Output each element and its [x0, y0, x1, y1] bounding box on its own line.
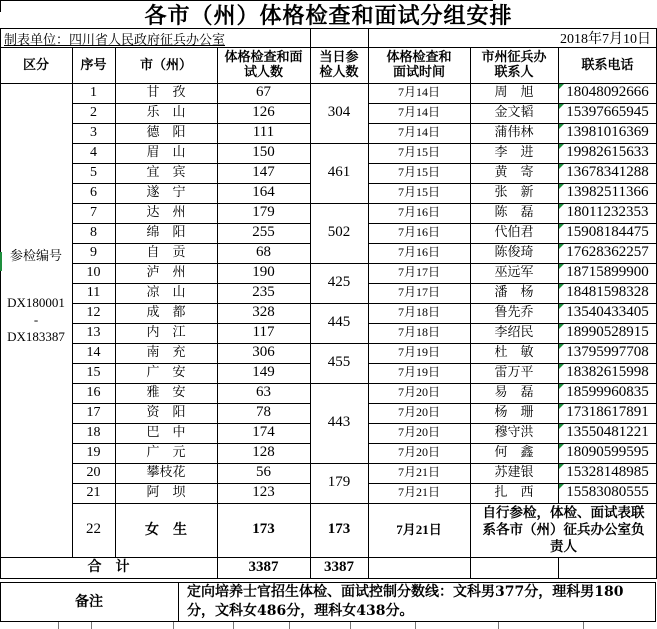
row-contact-cell: 巫远军	[494, 264, 534, 280]
row-date-cell: 7月17日	[397, 285, 440, 300]
row-count-cell: 149	[252, 364, 275, 381]
row-phone-cell: 18011232353	[566, 204, 649, 221]
grid-line	[310, 143, 368, 144]
grid-tick	[498, 622, 499, 629]
row-contact-cell: 鲁先乔	[494, 304, 534, 320]
row-city-cell: 广 安	[146, 364, 186, 380]
row-date-cell: 7月14日	[397, 105, 440, 120]
grid-line	[558, 557, 559, 578]
grid-line	[368, 383, 657, 384]
row-phone-cell: 18715899900	[566, 264, 649, 281]
row-phone-cell: 13982511366	[566, 184, 649, 201]
green-flag-icon	[559, 344, 564, 349]
row-no-cell: 1	[90, 84, 97, 100]
exam-id-end: DX183387	[7, 329, 65, 344]
grid-line	[72, 183, 310, 184]
grid-tick	[415, 622, 416, 629]
row-phone-cell: 18599960835	[566, 384, 649, 401]
remark-label-cell: 备注	[75, 593, 103, 610]
row-date-cell: 7月20日	[397, 425, 440, 440]
row-city-cell: 达 州	[146, 204, 186, 220]
grid-tick	[350, 622, 351, 629]
row-phone-cell: 18990528915	[566, 324, 649, 341]
grid-tick	[58, 622, 59, 629]
grid-line	[368, 28, 369, 578]
grid-line	[368, 303, 657, 304]
row-no-cell: 15	[86, 364, 101, 380]
row-phone-cell: 17628362257	[566, 244, 649, 261]
green-flag-icon	[559, 144, 564, 149]
grid-line	[0, 28, 1, 578]
row-date-cell: 7月18日	[397, 305, 440, 320]
row-phone-cell: 15397665945	[566, 104, 649, 121]
prepared-by-label: 制表单位：四川省人民政府征兵办公室	[4, 32, 226, 48]
top-left-tick	[0, 0, 1, 12]
grid-line	[368, 423, 657, 424]
row-phone-cell: 18481598328	[566, 284, 649, 301]
grid-line	[72, 363, 310, 364]
row-city-cell: 遂 宁	[146, 184, 186, 200]
green-flag-icon	[559, 424, 564, 429]
row-contact-cell: 蒲伟林	[494, 124, 534, 140]
row-no-cell: 12	[86, 304, 101, 320]
row-city-cell: 自 贡	[146, 244, 186, 260]
row-contact-cell: 陈俊琦	[494, 244, 534, 260]
row-phone-cell: 13981016369	[566, 124, 649, 141]
row22-day-count-cell: 173	[327, 521, 351, 538]
grid-line	[115, 47, 116, 557]
grid-line	[368, 443, 657, 444]
row-phone-cell: 15908184475	[566, 224, 649, 241]
total-count-cell: 3387	[248, 558, 279, 575]
row-count-cell: 126	[252, 104, 275, 121]
row-no-cell: 20	[86, 464, 101, 480]
row-date-cell: 7月19日	[397, 365, 440, 380]
row-count-cell: 123	[252, 484, 275, 501]
row-count-cell: 147	[252, 164, 275, 181]
row-date-cell: 7月20日	[397, 445, 440, 460]
row-city-cell: 甘 孜	[146, 84, 186, 100]
grid-line	[72, 283, 310, 284]
row-count-cell: 179	[252, 204, 275, 221]
exam-id-dash: -	[33, 312, 39, 327]
row-phone-cell: 17318617891	[566, 404, 649, 421]
grid-line	[72, 483, 310, 484]
grid-line	[470, 47, 471, 578]
row-contact-cell: 李 进	[494, 144, 534, 160]
col-header-city: 市（州）	[139, 56, 192, 72]
row-date-cell: 7月18日	[397, 325, 440, 340]
row-no-cell: 6	[90, 184, 97, 200]
green-flag-icon	[559, 204, 564, 209]
row-phone-cell: 13678341288	[566, 164, 649, 181]
row-date-cell: 7月15日	[397, 185, 440, 200]
row-count-cell: 67	[256, 84, 271, 101]
col-header-day-count: 当日参检人数	[319, 49, 359, 79]
row-contact-cell: 杨 珊	[494, 404, 534, 420]
row-date-cell: 7月15日	[397, 165, 440, 180]
row-contact-cell: 代伯君	[494, 224, 534, 240]
row-count-cell: 117	[252, 324, 275, 341]
row-city-cell: 宜 宾	[146, 164, 186, 180]
row-contact-cell: 陈 磊	[494, 204, 534, 220]
row-count-cell: 128	[252, 444, 275, 461]
total-label-cell: 合 计	[87, 559, 130, 576]
grid-line	[310, 383, 368, 384]
row-no-cell: 18	[86, 424, 101, 440]
grid-line	[368, 403, 657, 404]
row-phone-cell: 19982615633	[566, 144, 649, 161]
grid-line	[72, 203, 310, 204]
day-group-count-cell: 445	[327, 314, 351, 331]
row-city-cell: 阿 坝	[146, 484, 186, 500]
row-no-cell: 10	[86, 264, 101, 280]
grid-line	[368, 483, 657, 484]
green-flag-icon	[559, 224, 564, 229]
green-flag-icon	[559, 184, 564, 189]
green-flag-icon	[559, 84, 564, 89]
row-date-cell: 7月16日	[397, 205, 440, 220]
row-contact-cell: 苏建银	[494, 464, 534, 480]
col-header-category: 区分	[22, 56, 49, 72]
row-count-cell: 56	[256, 464, 271, 481]
row22-count-cell: 173	[252, 521, 275, 538]
row-date-cell: 7月19日	[397, 345, 440, 360]
green-flag-icon	[559, 284, 564, 289]
row-contact-cell: 张 新	[494, 184, 534, 200]
exam-id-start: DX180001	[7, 295, 65, 310]
row-contact-cell: 周 旭	[494, 84, 534, 100]
grid-line	[310, 463, 368, 464]
grid-tick	[233, 622, 234, 629]
grid-line	[217, 47, 218, 578]
row-city-cell: 眉 山	[146, 144, 186, 160]
row-no-cell: 2	[90, 104, 97, 120]
grid-line	[368, 163, 657, 164]
green-flag-icon	[559, 444, 564, 449]
day-group-count-cell: 425	[327, 274, 351, 291]
row-phone-cell: 13540433405	[566, 304, 649, 321]
row-phone-cell: 18048092666	[566, 84, 649, 101]
grid-line	[558, 47, 559, 503]
col-header-exam-count: 体格检查和面试人数	[224, 49, 303, 79]
row-city-cell: 乐 山	[146, 104, 186, 120]
row-city-cell: 雅 安	[146, 384, 186, 400]
col-header-serial: 序号	[80, 56, 107, 72]
remark-text-cell: 定向培养士官招生体检、面试控制分数线：文科男377分，理科男180分，文科女486分，理科女438分。	[187, 584, 624, 619]
grid-line	[310, 343, 368, 344]
row-contact-cell: 何 鑫	[494, 444, 534, 460]
green-flag-icon	[559, 124, 564, 129]
row-date-cell: 7月21日	[397, 465, 440, 480]
row-no-cell: 13	[86, 324, 101, 340]
exam-id-caption: 参检编号	[9, 249, 62, 264]
row-contact-cell: 扎 西	[494, 484, 534, 500]
grid-line	[72, 443, 310, 444]
grid-line	[72, 163, 310, 164]
grid-line	[0, 28, 657, 29]
row-city-cell: 泸 州	[146, 264, 186, 280]
col-header-phone: 联系电话	[581, 56, 634, 72]
day-group-count-cell: 455	[327, 354, 351, 371]
grid-line	[368, 183, 657, 184]
green-flag-icon	[559, 484, 564, 489]
row-city-cell: 广 元	[146, 444, 186, 460]
row-no-cell: 19	[86, 444, 101, 460]
row-date-cell: 7月16日	[397, 245, 440, 260]
day-group-count-cell: 443	[327, 414, 351, 431]
top-rule	[0, 0, 493, 1]
row22-date-cell: 7月21日	[396, 521, 442, 537]
grid-line	[310, 203, 368, 204]
row22-city-cell: 女 生	[145, 521, 187, 538]
grid-line	[368, 463, 657, 464]
row-no-cell: 7	[90, 204, 97, 220]
row-date-cell: 7月15日	[397, 145, 440, 160]
grid-line	[72, 383, 310, 384]
row-count-cell: 174	[252, 424, 275, 441]
row-no-cell: 8	[90, 224, 97, 240]
row-count-cell: 111	[252, 124, 275, 141]
row-contact-cell: 金文韬	[494, 104, 534, 120]
report-date: 2018年7月10日	[560, 31, 651, 47]
green-flag-icon	[559, 104, 564, 109]
col-header-contact: 市州征兵办联系人	[481, 49, 547, 79]
exam-id-range-cell	[1, 248, 71, 345]
row-count-cell: 255	[252, 224, 275, 241]
row-phone-cell: 18382615998	[566, 364, 649, 381]
grid-line	[368, 283, 657, 284]
row-count-cell: 68	[256, 244, 271, 261]
green-marker	[0, 252, 2, 271]
row-contact-cell: 易 磊	[494, 384, 534, 400]
row-count-cell: 78	[256, 404, 271, 421]
row-city-cell: 资 阳	[146, 404, 186, 420]
grid-line	[368, 363, 657, 364]
grid-line	[72, 143, 310, 144]
row-phone-cell: 15583080555	[566, 484, 649, 501]
row-no-cell: 16	[86, 384, 101, 400]
grid-line	[368, 243, 657, 244]
grid-line	[72, 303, 310, 304]
row-no-cell: 17	[86, 404, 101, 420]
row22-note-cell: 自行参检，体检、面试表联系各市（州）征兵办公室负责人	[482, 504, 645, 555]
grid-line	[310, 28, 311, 578]
row-no-cell: 5	[90, 164, 97, 180]
row-count-cell: 63	[256, 384, 271, 401]
green-flag-icon	[559, 164, 564, 169]
grid-line	[368, 223, 657, 224]
green-flag-icon	[559, 464, 564, 469]
day-group-count-cell: 502	[327, 224, 351, 241]
row-date-cell: 7月20日	[397, 405, 440, 420]
grid-line	[72, 243, 310, 244]
green-flag-icon	[559, 404, 564, 409]
row-no-cell: 4	[90, 144, 97, 160]
row-contact-cell: 穆守洪	[494, 424, 534, 440]
page-title: 各市（州）体格检查和面试分组安排	[144, 3, 513, 28]
row-count-cell: 150	[252, 144, 275, 161]
row-date-cell: 7月21日	[397, 485, 440, 500]
grid-line	[72, 103, 310, 104]
row-phone-cell: 18090599595	[566, 444, 649, 461]
row-date-cell: 7月16日	[397, 225, 440, 240]
day-group-count-cell: 461	[327, 164, 351, 181]
row-city-cell: 绵 阳	[146, 224, 186, 240]
row-city-cell: 南 充	[146, 344, 186, 360]
row-city-cell: 德 阳	[146, 124, 186, 140]
grid-tick	[91, 622, 92, 629]
row-count-cell: 235	[252, 284, 275, 301]
row-count-cell: 328	[252, 304, 275, 321]
row-date-cell: 7月17日	[397, 265, 440, 280]
row-contact-cell: 杜 敏	[494, 344, 534, 360]
row-phone-cell: 15328148985	[566, 464, 649, 481]
green-flag-icon	[559, 304, 564, 309]
grid-line	[72, 343, 310, 344]
grid-line	[368, 123, 657, 124]
grid-line	[368, 323, 657, 324]
grid-line	[72, 403, 310, 404]
row-no-cell: 9	[90, 244, 97, 260]
grid-line	[72, 463, 310, 464]
green-flag-icon	[559, 384, 564, 389]
green-flag-icon	[559, 244, 564, 249]
green-flag-icon	[559, 264, 564, 269]
row-city-cell: 成 都	[146, 304, 186, 320]
row-city-cell: 巴 中	[146, 424, 186, 440]
row-contact-cell: 雷万平	[494, 364, 534, 380]
row-date-cell: 7月20日	[397, 385, 440, 400]
grid-line	[368, 343, 657, 344]
grid-line	[72, 47, 73, 557]
grid-tick	[173, 622, 174, 629]
row-count-cell: 190	[252, 264, 275, 281]
grid-line	[72, 123, 310, 124]
row-no-cell: 3	[90, 124, 97, 140]
grid-line	[0, 578, 657, 579]
row-contact-cell: 李绍民	[494, 324, 534, 340]
row-count-cell: 306	[252, 344, 275, 361]
grid-line	[368, 263, 657, 264]
row-no-cell: 14	[86, 344, 101, 360]
green-flag-icon	[559, 364, 564, 369]
row-phone-cell: 13795997708	[566, 344, 649, 361]
row-contact-cell: 潘 杨	[494, 284, 534, 300]
row-city-cell: 内 江	[146, 324, 186, 340]
row-phone-cell: 13550481221	[566, 424, 649, 441]
grid-tick	[583, 622, 584, 629]
row-date-cell: 7月14日	[397, 125, 440, 140]
row-date-cell: 7月14日	[397, 85, 440, 100]
grid-line	[368, 203, 657, 204]
grid-line	[368, 103, 657, 104]
grid-line	[72, 223, 310, 224]
grid-tick	[289, 622, 290, 629]
row-city-cell: 攀枝花	[146, 464, 186, 480]
grid-line	[310, 263, 368, 264]
row-contact-cell: 黄 寄	[494, 164, 534, 180]
day-group-count-cell: 179	[327, 474, 351, 491]
grid-line	[368, 143, 657, 144]
row-city-cell: 凉 山	[146, 284, 186, 300]
day-group-count-cell: 304	[327, 104, 351, 121]
row-count-cell: 164	[252, 184, 275, 201]
grid-line	[72, 423, 310, 424]
col-header-exam-time: 体格检查和面试时间	[386, 49, 452, 79]
row-no-cell: 11	[86, 284, 101, 300]
row22-no-cell: 22	[86, 521, 101, 538]
green-flag-icon	[559, 324, 564, 329]
total-day-count-cell: 3387	[324, 558, 354, 575]
row-no-cell: 21	[86, 484, 101, 500]
grid-line	[72, 263, 310, 264]
grid-line	[72, 323, 310, 324]
grid-line	[310, 303, 368, 304]
